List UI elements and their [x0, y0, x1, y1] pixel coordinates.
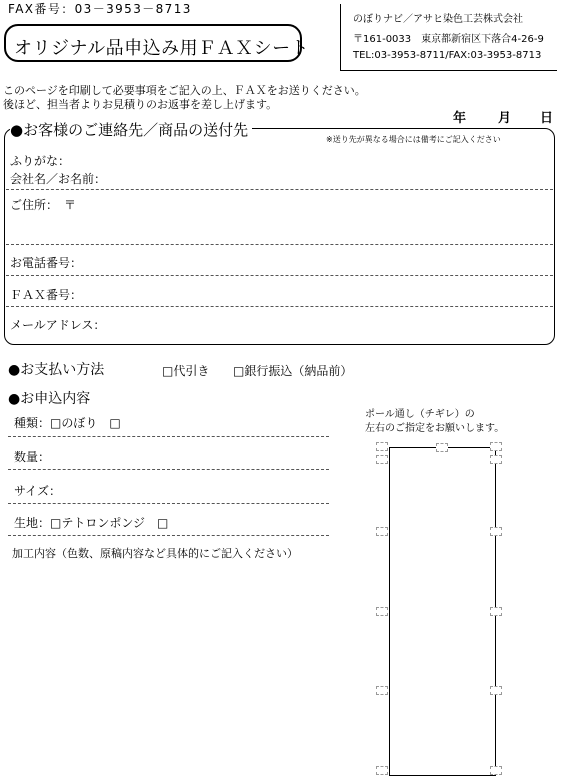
pole-ring-left[interactable]	[376, 607, 388, 616]
company-address: 〒161-0033 東京都新宿区下落合4-26-9	[353, 34, 544, 45]
pole-ring-left[interactable]	[376, 686, 388, 695]
pole-instruction-line-2: 左右のご指定をお願いします。	[365, 423, 505, 434]
form-title: オリジナル品申込み用ＦＡＸシート	[14, 38, 310, 59]
divider	[8, 469, 329, 470]
email-field[interactable]: メールアドレス：	[10, 318, 106, 332]
payment-bank-checkbox[interactable]: □銀行振込（納品前）	[233, 364, 353, 378]
pole-ring-right[interactable]	[490, 455, 502, 464]
company-contact: TEL:03-3953-8711/FAX:03-3953-8713	[353, 50, 542, 61]
pole-ring-right[interactable]	[490, 527, 502, 536]
payment-heading: ●お支払い方法	[8, 362, 105, 378]
intro-line-2: 後ほど、担当者よりお見積りのお返事を差し上げます。	[3, 98, 278, 111]
pole-ring-left[interactable]	[376, 455, 388, 464]
divider	[6, 306, 553, 307]
date-year-label: 年	[453, 111, 467, 126]
divider	[8, 535, 329, 536]
divider	[8, 436, 329, 437]
address-field[interactable]: ご住所： 〒	[10, 198, 77, 212]
company-name: のぼりナビ／アサヒ染色工芸株式会社	[353, 14, 523, 25]
quantity-field[interactable]: 数量：	[14, 450, 51, 464]
divider	[6, 189, 553, 190]
fax-field[interactable]: ＦＡＸ番号：	[10, 288, 83, 302]
pole-instruction-line-1: ポール通し（チギレ）の	[365, 409, 475, 420]
pole-ring-right[interactable]	[490, 686, 502, 695]
pole-ring-left[interactable]	[376, 766, 388, 775]
pole-ring-left[interactable]	[376, 527, 388, 536]
order-heading: ●お申込内容	[8, 391, 91, 407]
phone-field[interactable]: お電話番号：	[10, 256, 83, 270]
size-field[interactable]: サイズ：	[14, 484, 62, 498]
pole-ring-top[interactable]	[436, 443, 448, 452]
name-field[interactable]: 会社名／お名前：	[10, 172, 107, 186]
intro-line-1: このページを印刷して必要事項をご記入の上、ＦＡＸをお送りください。	[3, 84, 366, 97]
processing-field[interactable]: 加工内容（色数、原稿内容など具体的にご記入ください）	[12, 547, 298, 560]
fax-number: FAX番号：03－3953－8713	[8, 2, 192, 16]
flag-diagram	[389, 447, 496, 776]
divider	[6, 244, 553, 245]
payment-cod-checkbox[interactable]: □代引き	[162, 364, 210, 378]
company-block	[340, 4, 557, 71]
contact-box	[4, 128, 555, 345]
pole-ring-right[interactable]	[490, 607, 502, 616]
divider	[6, 275, 553, 276]
pole-ring-right[interactable]	[490, 766, 502, 775]
pole-ring-left[interactable]	[376, 442, 388, 451]
date-month-label: 月	[498, 111, 512, 126]
pole-ring-right[interactable]	[490, 442, 502, 451]
date-day-label: 日	[540, 111, 554, 126]
divider	[8, 503, 329, 504]
contact-note: ※送り先が異なる場合には備考にご記入ください	[326, 135, 501, 144]
furigana-field[interactable]: ふりがな：	[10, 154, 71, 168]
type-field[interactable]: 種類：□のぼり □	[14, 416, 121, 430]
contact-section-heading: ●お客様のご連絡先／商品の送付先	[10, 119, 252, 140]
material-field[interactable]: 生地：□テトロンポンジ □	[14, 516, 169, 530]
